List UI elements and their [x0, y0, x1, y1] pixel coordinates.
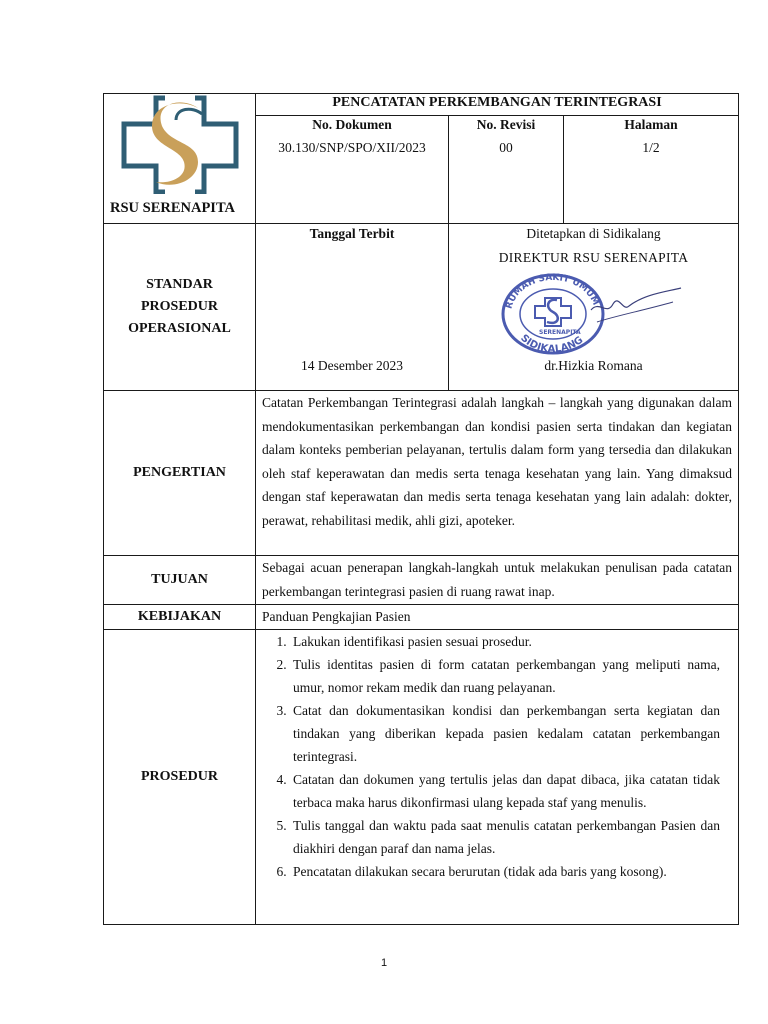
- tujuan-cell: [256, 556, 739, 605]
- halaman-value: 1/2: [642, 140, 660, 155]
- kebijakan-text: Panduan Pengkajian Pasien: [262, 609, 411, 624]
- ditetapkan-text: Ditetapkan di Sidikalang: [526, 226, 661, 241]
- prosedur-step: 3. Catat dan dokumentasikan kondisi dan perkembangan serta kegiatan dan tindakan yang diberikan kepada pasien kedalam catatan perkembangan terintegrasi.: [290, 699, 720, 768]
- prosedur-step: 2. Tulis identitas pasien di form catatan perkembangan yang meliputi nama, umur, nomor rekam medik dan ruang pelayanan.: [290, 653, 720, 699]
- pengertian-text: Catatan Perkembangan Terintegrasi adalah langkah – langkah yang digunakan dalam mendokumentasikan perkembangan dan kondisi pasien serta tindakan dan kegiatan dalam konteks pemberian pelayanan, tertulis dalam form yang tersedia dan dilakukan oleh staf keperawatan dan medis serta tenaga kesehatan yang lain. Yang dimaksud dengan staf keperawatan dan medis serta tenaga kesehatan yang lain adalah: dokter, perawat, rehabilitasi medik, ahli gizi, apoteker.: [262, 395, 733, 528]
- sop-label: [104, 224, 256, 391]
- prosedur-step: 1. Lakukan identifikasi pasien sesuai prosedur.: [290, 630, 720, 653]
- no-revisi-cell: [449, 116, 564, 224]
- stamp-text-top: RUMAH SAKIT UMUM: [504, 272, 601, 311]
- hospital-name: RSU SERENAPITA: [110, 200, 236, 216]
- sop-label-line-1: STANDAR: [146, 277, 213, 292]
- direktur-text: DIREKTUR RSU SERENAPITA: [498, 250, 689, 265]
- no-dokumen-cell: [256, 116, 449, 224]
- tanggal-terbit-value: 14 Desember 2023: [301, 358, 403, 373]
- hospital-stamp-icon: [495, 270, 685, 356]
- sop-label-line-2: PROSEDUR: [140, 299, 218, 314]
- prosedur-step: 5. Tulis tanggal dan waktu pada saat menulis catatan perkembangan Pasien dan diakhiri dengan paraf dan nama jelas.: [290, 814, 720, 860]
- halaman-label: Halaman: [624, 117, 678, 132]
- tanggal-terbit-label: Tanggal Terbit: [309, 226, 395, 241]
- no-dokumen-label: No. Dokumen: [312, 117, 392, 132]
- tanggal-terbit-cell: [256, 224, 449, 391]
- pengertian-cell: [256, 391, 739, 556]
- prosedur-steps: [256, 630, 738, 887]
- sop-label-line-3: OPERASIONAL: [128, 321, 231, 336]
- kebijakan-label: KEBIJAKAN: [104, 605, 256, 630]
- no-dokumen-value: 30.130/SNP/SPO/XII/2023: [278, 140, 426, 155]
- prosedur-step: 6. Pencatatan dilakukan secara berurutan (tidak ada baris yang kosong).: [290, 860, 720, 883]
- halaman-cell: [564, 116, 739, 224]
- svg-text:RUMAH SAKIT UMUM: [505, 273, 601, 310]
- stamp-text-bottom: SIDIKALANG: [518, 332, 586, 356]
- signatory-name: dr.Hizkia Romana: [544, 358, 643, 373]
- pengertian-label: PENGERTIAN: [104, 391, 256, 556]
- pengesahan-cell: [449, 224, 739, 391]
- hospital-logo-icon: [118, 94, 242, 194]
- tujuan-label: TUJUAN: [104, 556, 256, 605]
- stamp-text-center: SERENAPITA: [539, 329, 581, 336]
- prosedur-label: PROSEDUR: [104, 629, 256, 924]
- kebijakan-cell: [256, 605, 739, 630]
- document-title: PENCATATAN PERKEMBANGAN TERINTEGRASI: [256, 94, 739, 116]
- tujuan-text: Sebagai acuan penerapan langkah-langkah untuk melakukan penulisan pada catatan perkembangan terintegrasi pasien di ruang rawat inap.: [262, 560, 733, 599]
- prosedur-cell: [256, 629, 739, 924]
- logo-cell: [104, 94, 256, 224]
- svg-text:SIDIKALANG: [518, 333, 585, 355]
- page-number: 1: [380, 957, 388, 969]
- no-revisi-value: 00: [499, 140, 513, 155]
- no-revisi-label: No. Revisi: [476, 117, 536, 132]
- prosedur-step: 4. Catatan dan dokumen yang tertulis jelas dan dapat dibaca, jika catatan tidak terbaca maka harus dikonfirmasi ulang kepada staf yang menulis.: [290, 768, 720, 814]
- sop-table: [103, 93, 739, 925]
